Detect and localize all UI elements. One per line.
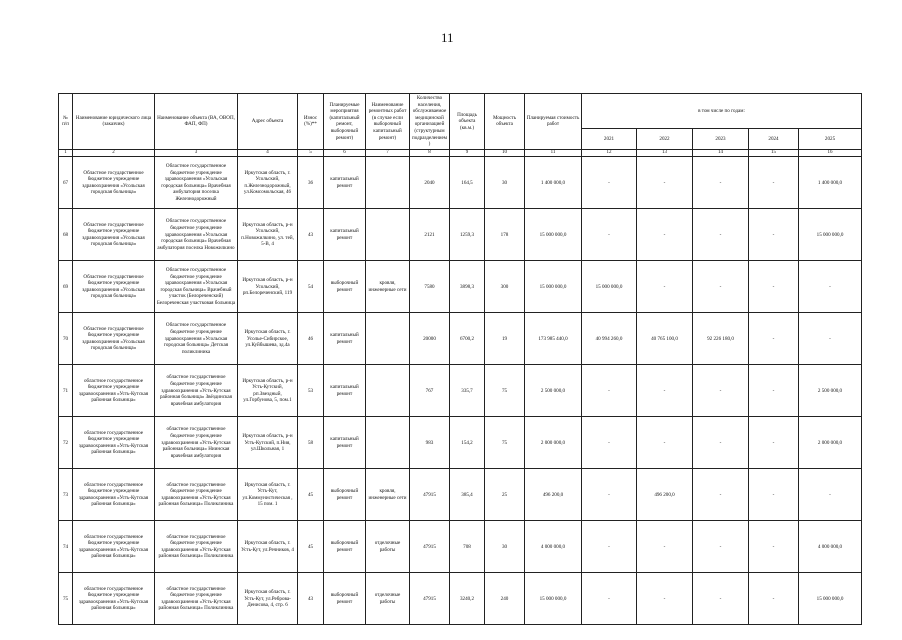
area-cell: 385,4 bbox=[450, 469, 485, 521]
year-2021-cell: 15 000 000,0 bbox=[582, 261, 637, 313]
header-including-years: в том числе по годам: bbox=[582, 94, 862, 129]
year-2025-cell: 15 000 000,0 bbox=[799, 573, 862, 625]
table-row bbox=[59, 417, 862, 469]
address-cell: Иркутская область, г. Усть-Кут, ул.Коммунистическая , 15 пом. 1 bbox=[238, 469, 298, 521]
year-2025-cell: 1 400 000,0 bbox=[799, 157, 862, 209]
area-cell: 154,2 bbox=[450, 417, 485, 469]
address-cell: Иркутская область, г. Усолье-Сибирское, ул.Куйбышева, зд.4а bbox=[238, 313, 298, 365]
cost-cell: 15 000 000,0 bbox=[525, 261, 582, 313]
address-cell: Иркутская область, р-н Усольский, п.Новожилкино, ул. тей, 5-В, 4 bbox=[238, 209, 298, 261]
works-cell: кровля, инженерные сети bbox=[366, 261, 410, 313]
column-number: 9 bbox=[450, 149, 485, 157]
capacity-cell: 30 bbox=[485, 521, 525, 573]
year-2023-cell: 92 226 180,0 bbox=[693, 313, 749, 365]
population-cell: 2040 bbox=[410, 157, 450, 209]
header-year-2024: 2024 bbox=[749, 129, 799, 150]
year-2023-cell: - bbox=[693, 261, 749, 313]
organization-cell: областное государственное бюджетное учреждение здравоохранения «Усть-Кутская районная больница» bbox=[73, 365, 155, 417]
area-cell: 708 bbox=[450, 521, 485, 573]
address-cell: Иркутская область, р-н Усть-Кутский, рп.Звездный, ул.Горбунова, 5, пом.1 bbox=[238, 365, 298, 417]
cost-cell: 4 000 000,0 bbox=[525, 521, 582, 573]
table-row bbox=[59, 365, 862, 417]
year-2022-cell: 496 200,0 bbox=[637, 469, 693, 521]
population-cell: 767 bbox=[410, 365, 450, 417]
capacity-cell: 178 bbox=[485, 209, 525, 261]
header-wear: Износ (%)** bbox=[298, 94, 324, 150]
address-cell: Иркутская область, г. Усть-Кут, ул.Реброва-Денисова, 4, стр. 6 bbox=[238, 573, 298, 625]
year-2025-cell: - bbox=[799, 313, 862, 365]
row-number: 67 bbox=[59, 157, 73, 209]
year-2021-cell: - bbox=[582, 365, 637, 417]
column-number: 8 bbox=[410, 149, 450, 157]
header-area: Площадь объекта (кв.м.) bbox=[450, 94, 485, 150]
organization-cell: областное государственное бюджетное учреждение здравоохранения «Усть-Кутская районная больница» bbox=[73, 469, 155, 521]
population-cell: 47915 bbox=[410, 469, 450, 521]
wear-cell: 54 bbox=[298, 261, 324, 313]
object-cell: областное государственное бюджетное учреждение здравоохранения «Усть-Кутская районная больница» Ниинская врачебная амбулатория bbox=[155, 417, 238, 469]
column-number: 2 bbox=[73, 149, 155, 157]
year-2025-cell: - bbox=[799, 469, 862, 521]
wear-cell: 58 bbox=[298, 417, 324, 469]
row-number: 72 bbox=[59, 417, 73, 469]
row-number: 74 bbox=[59, 521, 73, 573]
measure-cell: капитальный ремонт bbox=[324, 209, 366, 261]
organization-cell: областное государственное бюджетное учреждение здравоохранения «Усть-Кутская районная больница» bbox=[73, 573, 155, 625]
column-number: 12 bbox=[582, 149, 637, 157]
cost-cell: 1 400 000,0 bbox=[525, 157, 582, 209]
year-2024-cell: - bbox=[749, 521, 799, 573]
works-cell: отделочные работы bbox=[366, 573, 410, 625]
repair-plan-table bbox=[58, 93, 862, 625]
year-2024-cell: - bbox=[749, 365, 799, 417]
address-cell: Иркутская область, р-н Усольский, рп.Белореченский, 119 bbox=[238, 261, 298, 313]
header-measure: Планируемые мероприятия (капитальный ремонт, выборочный ремонт) bbox=[324, 94, 366, 150]
year-2025-cell: 2 500 000,0 bbox=[799, 365, 862, 417]
population-cell: 7580 bbox=[410, 261, 450, 313]
column-number: 14 bbox=[693, 149, 749, 157]
address-cell: Иркутская область, р-н Усть-Кутский, п.Ния, ул.Школьная, 1 bbox=[238, 417, 298, 469]
works-cell: кровля, инженерные сети bbox=[366, 469, 410, 521]
year-2021-cell: - bbox=[582, 209, 637, 261]
measure-cell: капитальный ремонт bbox=[324, 157, 366, 209]
header-year-2021: 2021 bbox=[582, 129, 637, 150]
object-cell: областное государственное бюджетное учреждение здравоохранения «Усть-Кутская районная больница» Поликлиника bbox=[155, 573, 238, 625]
year-2023-cell: - bbox=[693, 573, 749, 625]
year-2022-cell: - bbox=[637, 209, 693, 261]
column-number: 13 bbox=[637, 149, 693, 157]
area-cell: 3240,2 bbox=[450, 573, 485, 625]
year-2025-cell: 4 000 000,0 bbox=[799, 521, 862, 573]
row-number: 68 bbox=[59, 209, 73, 261]
measure-cell: выборочный ремонт bbox=[324, 469, 366, 521]
measure-cell: капитальный ремонт bbox=[324, 417, 366, 469]
page-number: 11 bbox=[441, 30, 454, 45]
organization-cell: Областное государственное бюджетное учреждение здравоохранения «Усольская городская больница» bbox=[73, 313, 155, 365]
capacity-cell: 75 bbox=[485, 365, 525, 417]
year-2023-cell: - bbox=[693, 469, 749, 521]
column-number: 11 bbox=[525, 149, 582, 157]
year-2022-cell: - bbox=[637, 157, 693, 209]
header-population: Количество населения, обслуживаемое медицинской организацией (структурным подразделением) bbox=[410, 94, 450, 150]
capacity-cell: 25 bbox=[485, 469, 525, 521]
header-cost: Планируемая стоимость работ bbox=[525, 94, 582, 150]
year-2023-cell: - bbox=[693, 417, 749, 469]
row-number: 70 bbox=[59, 313, 73, 365]
row-number: 71 bbox=[59, 365, 73, 417]
area-cell: 335,7 bbox=[450, 365, 485, 417]
cost-cell: 15 000 000,0 bbox=[525, 573, 582, 625]
object-cell: областное государственное бюджетное учреждение здравоохранения «Усть-Кутская районная больница» Звёздинская врачебная амбулатория bbox=[155, 365, 238, 417]
population-cell: 983 bbox=[410, 417, 450, 469]
year-2022-cell: - bbox=[637, 573, 693, 625]
wear-cell: 53 bbox=[298, 365, 324, 417]
year-2023-cell: - bbox=[693, 209, 749, 261]
column-number: 4 bbox=[238, 149, 298, 157]
column-number-row bbox=[59, 149, 862, 157]
header-number: № п/п bbox=[59, 94, 73, 150]
year-2022-cell: - bbox=[637, 261, 693, 313]
year-2025-cell: 15 000 000,0 bbox=[799, 209, 862, 261]
column-number: 7 bbox=[366, 149, 410, 157]
year-2022-cell: - bbox=[637, 365, 693, 417]
column-number: 1 bbox=[59, 149, 73, 157]
capacity-cell: 30 bbox=[485, 157, 525, 209]
area-cell: 164,5 bbox=[450, 157, 485, 209]
measure-cell: выборочный ремонт bbox=[324, 521, 366, 573]
object-cell: Областное государственное бюджетное учреждение здравоохранения «Усольская городская больница» Детская поликлиника bbox=[155, 313, 238, 365]
header-object: Наименование объекта (ВА, ОВОП, ФАП, ФП) bbox=[155, 94, 238, 150]
area-cell: 3898,3 bbox=[450, 261, 485, 313]
column-number: 16 bbox=[799, 149, 862, 157]
measure-cell: выборочный ремонт bbox=[324, 573, 366, 625]
area-cell: 1259,3 bbox=[450, 209, 485, 261]
year-2024-cell: - bbox=[749, 157, 799, 209]
year-2021-cell: - bbox=[582, 157, 637, 209]
year-2021-cell: - bbox=[582, 469, 637, 521]
object-cell: Областное государственное бюджетное учреждение здравоохранения «Усольская городская больница» Врачебная амбулатория поселка Новожилкино bbox=[155, 209, 238, 261]
header-year-2022: 2022 bbox=[637, 129, 693, 150]
table-row bbox=[59, 469, 862, 521]
table-row bbox=[59, 209, 862, 261]
year-2021-cell: - bbox=[582, 417, 637, 469]
population-cell: 47915 bbox=[410, 573, 450, 625]
organization-cell: областное государственное бюджетное учреждение здравоохранения «Усть-Кутская районная больница» bbox=[73, 521, 155, 573]
column-number: 15 bbox=[749, 149, 799, 157]
year-2021-cell: - bbox=[582, 573, 637, 625]
population-cell: 2121 bbox=[410, 209, 450, 261]
population-cell: 47915 bbox=[410, 521, 450, 573]
column-number: 6 bbox=[324, 149, 366, 157]
wear-cell: 36 bbox=[298, 157, 324, 209]
row-number: 69 bbox=[59, 261, 73, 313]
works-cell bbox=[366, 157, 410, 209]
column-number: 10 bbox=[485, 149, 525, 157]
header-works: Наименование ремонтных работ (в случае если выборочный капитальный ремонт) bbox=[366, 94, 410, 150]
cost-cell: 2 500 000,0 bbox=[525, 365, 582, 417]
wear-cell: 43 bbox=[298, 573, 324, 625]
works-cell: отделочные работы bbox=[366, 521, 410, 573]
row-number: 75 bbox=[59, 573, 73, 625]
works-cell bbox=[366, 313, 410, 365]
works-cell bbox=[366, 417, 410, 469]
year-2021-cell: 40 994 260,0 bbox=[582, 313, 637, 365]
table-row bbox=[59, 157, 862, 209]
cost-cell: 15 000 000,0 bbox=[525, 209, 582, 261]
capacity-cell: 75 bbox=[485, 417, 525, 469]
wear-cell: 46 bbox=[298, 313, 324, 365]
table-row bbox=[59, 261, 862, 313]
header-year-2025: 2025 bbox=[799, 129, 862, 150]
year-2024-cell: - bbox=[749, 573, 799, 625]
object-cell: областное государственное бюджетное учреждение здравоохранения «Усть-Кутская районная больница» Поликлиника bbox=[155, 469, 238, 521]
year-2021-cell: - bbox=[582, 521, 637, 573]
year-2025-cell: - bbox=[799, 261, 862, 313]
row-number: 73 bbox=[59, 469, 73, 521]
address-cell: Иркутская область, г. Усть-Кут, ул.Речников, 4 bbox=[238, 521, 298, 573]
header-capacity: Мощность объекта bbox=[485, 94, 525, 150]
object-cell: Областное государственное бюджетное учреждение здравоохранения «Усольская городская больница» Врачебная амбулатория поселка Железнодорожный bbox=[155, 157, 238, 209]
column-number: 5 bbox=[298, 149, 324, 157]
year-2024-cell: - bbox=[749, 417, 799, 469]
object-cell: Областное государственное бюджетное учреждение здравоохранения «Усольская городская больница» Врачебный участок (Белореченский) Белореченская участковая больница bbox=[155, 261, 238, 313]
organization-cell: Областное государственное бюджетное учреждение здравоохранения «Усольская городская больница» bbox=[73, 209, 155, 261]
year-2023-cell: - bbox=[693, 521, 749, 573]
table-row bbox=[59, 313, 862, 365]
measure-cell: капитальный ремонт bbox=[324, 313, 366, 365]
year-2023-cell: - bbox=[693, 157, 749, 209]
wear-cell: 45 bbox=[298, 521, 324, 573]
header-organization: Наименование юридического лица (заказчик) bbox=[73, 94, 155, 150]
table-row bbox=[59, 573, 862, 625]
year-2023-cell: - bbox=[693, 365, 749, 417]
object-cell: областное государственное бюджетное учреждение здравоохранения «Усть-Кутская районная больница» Поликлиника bbox=[155, 521, 238, 573]
header-address: Адрес объекта bbox=[238, 94, 298, 150]
measure-cell: выборочный ремонт bbox=[324, 261, 366, 313]
organization-cell: Областное государственное бюджетное учреждение здравоохранения «Усольская городская больница» bbox=[73, 261, 155, 313]
year-2022-cell: - bbox=[637, 417, 693, 469]
works-cell bbox=[366, 365, 410, 417]
cost-cell: 173 985 440,0 bbox=[525, 313, 582, 365]
year-2022-cell: - bbox=[637, 521, 693, 573]
wear-cell: 43 bbox=[298, 209, 324, 261]
works-cell bbox=[366, 209, 410, 261]
column-number: 3 bbox=[155, 149, 238, 157]
organization-cell: областное государственное бюджетное учреждение здравоохранения «Усть-Кутская районная больница» bbox=[73, 417, 155, 469]
population-cell: 20000 bbox=[410, 313, 450, 365]
year-2024-cell: - bbox=[749, 313, 799, 365]
wear-cell: 45 bbox=[298, 469, 324, 521]
capacity-cell: 300 bbox=[485, 261, 525, 313]
cost-cell: 496 200,0 bbox=[525, 469, 582, 521]
capacity-cell: 240 bbox=[485, 573, 525, 625]
organization-cell: Областное государственное бюджетное учреждение здравоохранения «Усольская городская больница» bbox=[73, 157, 155, 209]
year-2024-cell: - bbox=[749, 261, 799, 313]
year-2024-cell: - bbox=[749, 209, 799, 261]
capacity-cell: 19 bbox=[485, 313, 525, 365]
year-2022-cell: 40 765 100,0 bbox=[637, 313, 693, 365]
area-cell: 6700,2 bbox=[450, 313, 485, 365]
header-year-2023: 2023 bbox=[693, 129, 749, 150]
year-2024-cell: - bbox=[749, 469, 799, 521]
address-cell: Иркутская область, г. Усольский, п.Железнодорожный, ул.Комсомольская, 46 bbox=[238, 157, 298, 209]
year-2025-cell: 2 000 000,0 bbox=[799, 417, 862, 469]
measure-cell: капитальный ремонт bbox=[324, 365, 366, 417]
table-row bbox=[59, 521, 862, 573]
cost-cell: 2 000 000,0 bbox=[525, 417, 582, 469]
